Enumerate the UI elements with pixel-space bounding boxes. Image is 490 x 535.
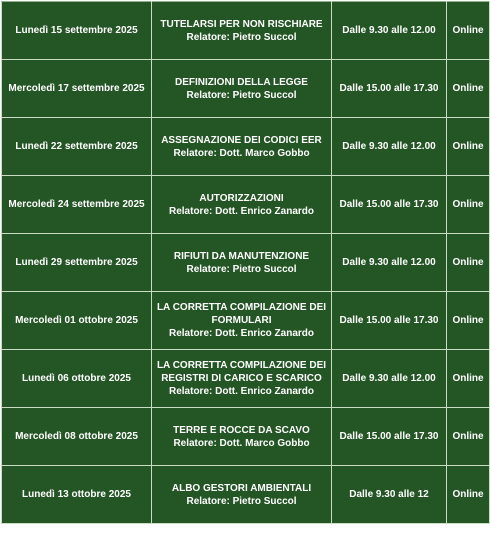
session-speaker: Relatore: Dott. Marco Gobbo (173, 437, 310, 449)
session-topic-cell (152, 466, 332, 524)
session-time: Dalle 15.00 alle 17.30 (332, 60, 447, 118)
session-date: Mercoledì 17 settembre 2025 (2, 60, 152, 118)
session-speaker: Relatore: Pietro Succol (186, 263, 297, 275)
session-topic-cell (152, 118, 332, 176)
session-time: Dalle 9.30 alle 12 (332, 466, 447, 524)
session-title-line: ALBO GESTORI AMBIENTALI (171, 482, 312, 494)
table-row (2, 234, 490, 292)
session-title-line: DEFINIZIONI DELLA LEGGE (175, 76, 308, 88)
session-mode: Online (447, 118, 490, 176)
session-speaker: Relatore: Pietro Succol (186, 495, 297, 507)
table-row (2, 118, 490, 176)
session-mode: Online (447, 292, 490, 350)
session-title-line: TUTELARSI PER NON RISCHIARE (160, 18, 323, 30)
session-time: Dalle 15.00 alle 17.30 (332, 176, 447, 234)
session-mode: Online (447, 2, 490, 60)
session-speaker: Relatore: Dott. Enrico Zanardo (168, 205, 314, 217)
session-topic-cell (152, 292, 332, 350)
session-mode: Online (447, 60, 490, 118)
session-time: Dalle 9.30 alle 12.00 (332, 2, 447, 60)
session-date: Mercoledì 01 ottobre 2025 (2, 292, 152, 350)
session-mode: Online (447, 408, 490, 466)
session-title-line: LA CORRETTA COMPILAZIONE DEI (156, 302, 327, 313)
session-mode: Online (447, 466, 490, 524)
session-mode: Online (447, 234, 490, 292)
table-row (2, 350, 490, 408)
session-topic-cell (152, 350, 332, 408)
session-topic-cell (152, 2, 332, 60)
session-date: Lunedì 29 settembre 2025 (2, 234, 152, 292)
schedule-body (2, 2, 490, 524)
session-title-line: RIFIUTI DA MANUTENZIONE (173, 250, 310, 262)
session-speaker: Relatore: Dott. Marco Gobbo (173, 147, 310, 159)
session-topic-cell (152, 234, 332, 292)
session-time: Dalle 15.00 alle 17.30 (332, 408, 447, 466)
session-title-line: FORMULARI (211, 315, 272, 326)
table-row (2, 408, 490, 466)
session-date: Lunedì 06 ottobre 2025 (2, 350, 152, 408)
table-row (2, 292, 490, 350)
table-row (2, 2, 490, 60)
session-speaker: Relatore: Pietro Succol (186, 89, 297, 101)
session-time: Dalle 15.00 alle 17.30 (332, 292, 447, 350)
session-date: Lunedì 22 settembre 2025 (2, 118, 152, 176)
session-speaker: Relatore: Dott. Enrico Zanardo (168, 328, 314, 339)
session-time: Dalle 9.30 alle 12.00 (332, 350, 447, 408)
session-speaker: Relatore: Pietro Succol (186, 31, 297, 43)
table-row (2, 466, 490, 524)
session-time: Dalle 9.30 alle 12.00 (332, 118, 447, 176)
session-title-line: LA CORRETTA COMPILAZIONE DEI (156, 360, 327, 371)
session-title-line: ASSEGNAZIONE DEI CODICI EER (161, 134, 322, 146)
session-topic-cell (152, 176, 332, 234)
session-mode: Online (447, 176, 490, 234)
session-topic-cell (152, 408, 332, 466)
table-row (2, 176, 490, 234)
session-time: Dalle 9.30 alle 12.00 (332, 234, 447, 292)
session-date: Lunedì 13 ottobre 2025 (2, 466, 152, 524)
session-mode: Online (447, 350, 490, 408)
session-date: Mercoledì 24 settembre 2025 (2, 176, 152, 234)
table-row (2, 60, 490, 118)
session-title-line: REGISTRI DI CARICO E SCARICO (161, 373, 322, 384)
course-schedule-table (1, 1, 490, 524)
session-date: Lunedì 15 settembre 2025 (2, 2, 152, 60)
session-speaker: Relatore: Dott. Enrico Zanardo (168, 386, 314, 397)
session-topic-cell (152, 60, 332, 118)
session-date: Mercoledì 08 ottobre 2025 (2, 408, 152, 466)
session-title-line: AUTORIZZAZIONI (199, 192, 284, 204)
session-title-line: TERRE E ROCCE DA SCAVO (173, 424, 310, 436)
